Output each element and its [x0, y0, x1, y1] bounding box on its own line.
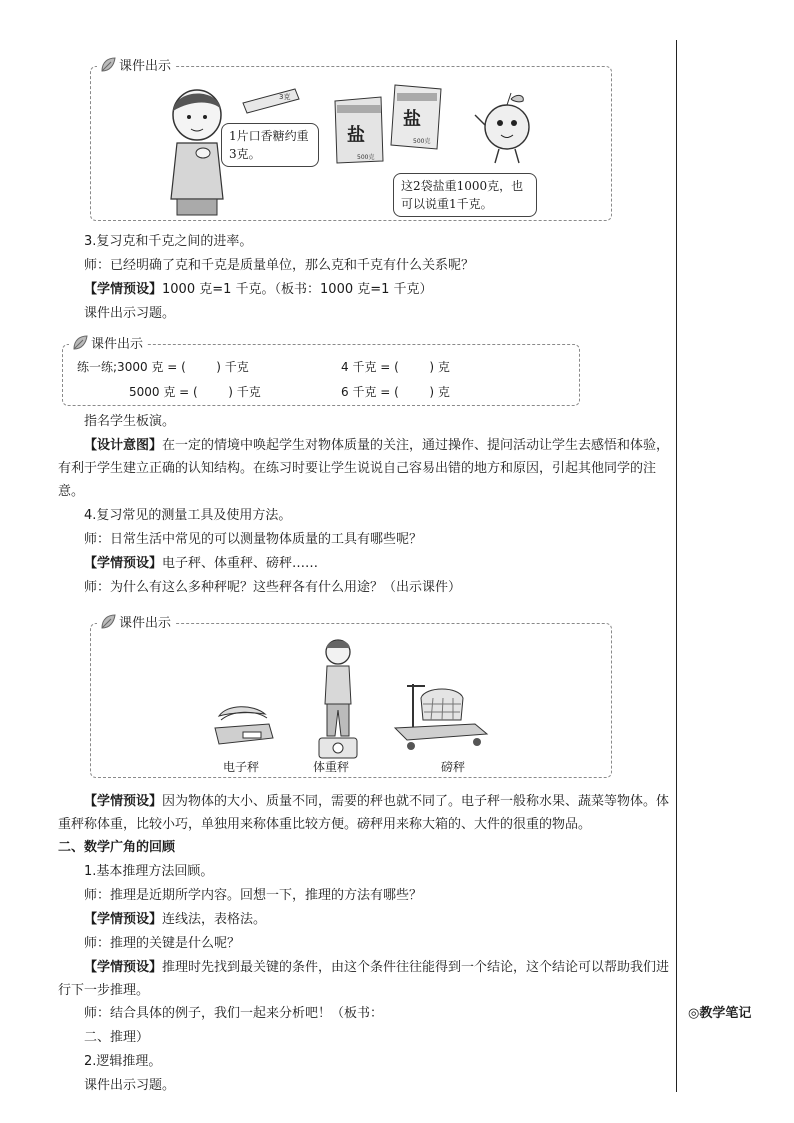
- platform-scale-illustration: [391, 676, 491, 756]
- preview-4: 【学情预设】连线法，表格法。: [84, 912, 267, 927]
- tools-title: 4.复习常见的测量工具及使用方法。: [84, 508, 292, 523]
- board-demo: 指名学生板演。: [84, 414, 176, 429]
- teacher-question-2: 师：日常生活中常见的可以测量物体质量的工具有哪些呢？: [84, 532, 423, 547]
- teacher-question-4: 师：推理是近期所学内容。回想一下，推理的方法有哪些？: [84, 888, 423, 903]
- section-2-heading: 二、数学广角的回顾: [58, 840, 176, 855]
- apple-mascot-illustration: [473, 89, 543, 169]
- gum-weight: 3克: [279, 93, 291, 101]
- preview-2: 【学情预设】电子秤、体重秤、磅秤……: [84, 556, 319, 571]
- courseware-label: 课件出示: [97, 55, 175, 74]
- courseware-box-1: [90, 59, 612, 221]
- teacher-question-6: 师：结合具体的例子，我们一起来分析吧！（板书：: [84, 1006, 384, 1021]
- leaf-icon: [71, 334, 89, 352]
- salt-bag-left: [331, 95, 387, 165]
- preview-3: 【学情预设】因为物体的大小、质量不同，需要的秤也就不同了。电子秤一般称水果、蔬菜等物体。体重秤称体重，比较小巧，单独用来称体重比较方便。磅秤用来称大箱的、大件的很重的物品。: [58, 794, 670, 832]
- teacher-question-5: 师：推理的关键是什么呢？: [84, 936, 241, 951]
- gum-speech-bubble: 1片口香糖约重3克。: [221, 123, 319, 167]
- caption-platform-scale: 磅秤: [441, 760, 466, 774]
- salt-char-left: 盐: [347, 125, 365, 146]
- leaf-icon: [99, 56, 117, 74]
- teaching-notes-label: ◎教学笔记: [688, 1006, 752, 1021]
- weight-scale-person-illustration: [313, 636, 363, 762]
- exercise-row-1a: 练一练;3000 克 = ( ) 千克: [77, 360, 249, 374]
- caption-weight-scale: 体重秤: [313, 760, 350, 774]
- bag-weight-right: 500克: [413, 138, 431, 145]
- teacher-question-3: 师：为什么有这么多种秤呢？这些秤各有什么用途？（出示课件）: [84, 580, 462, 595]
- preview-5: 【学情预设】推理时先找到最关键的条件，由这个条件往往能得到一个结论，这个结论可以帮助我们进行下一步推理。: [58, 960, 670, 998]
- salt-speech-bubble: 这2袋盐重1000克，也可以说重1千克。: [393, 173, 537, 217]
- review-title: 3.复习克和千克之间的进率。: [84, 234, 253, 249]
- courseware-label: 课件出示: [97, 612, 175, 631]
- board-reasoning: 二、推理）: [84, 1030, 150, 1045]
- preview-1: 【学情预设】1000 克=1 千克。（板书：1000 克=1 千克）: [84, 282, 433, 297]
- exercise-row-1b: 4 千克 = ( ) 克: [341, 360, 450, 374]
- reasoning-title: 1.基本推理方法回顾。: [84, 864, 214, 879]
- gum-pack-illustration: [239, 85, 303, 115]
- show-exercise-2: 课件出示习题。: [84, 1078, 176, 1093]
- salt-char-right: 盐: [403, 109, 421, 130]
- courseware-label: 课件出示: [69, 333, 147, 352]
- courseware-box-2: [62, 337, 580, 406]
- logic-title: 2.逻辑推理。: [84, 1054, 162, 1069]
- leaf-icon: [99, 613, 117, 631]
- caption-electronic-scale: 电子秤: [223, 760, 260, 774]
- bag-weight-left: 500克: [357, 154, 375, 161]
- exercise-row-2a: 5000 克 = ( ) 千克: [129, 385, 261, 399]
- courseware-box-3: [90, 616, 612, 778]
- teacher-question-1: 师：已经明确了克和千克是质量单位，那么克和千克有什么关系呢？: [84, 258, 475, 273]
- electronic-scale-illustration: [213, 698, 275, 748]
- design-intent: 【设计意图】在一定的情境中唤起学生对物体质量的关注，通过操作、提问活动让学生去感悟和体验，有利于学生建立正确的认知结构。在练习时要让学生说说自己容易出错的地方和原因，引起其他同学的注意。: [58, 438, 670, 499]
- exercise-row-2b: 6 千克 = ( ) 克: [341, 385, 450, 399]
- salt-bag-right: [389, 81, 445, 151]
- show-exercise: 课件出示习题。: [84, 306, 176, 321]
